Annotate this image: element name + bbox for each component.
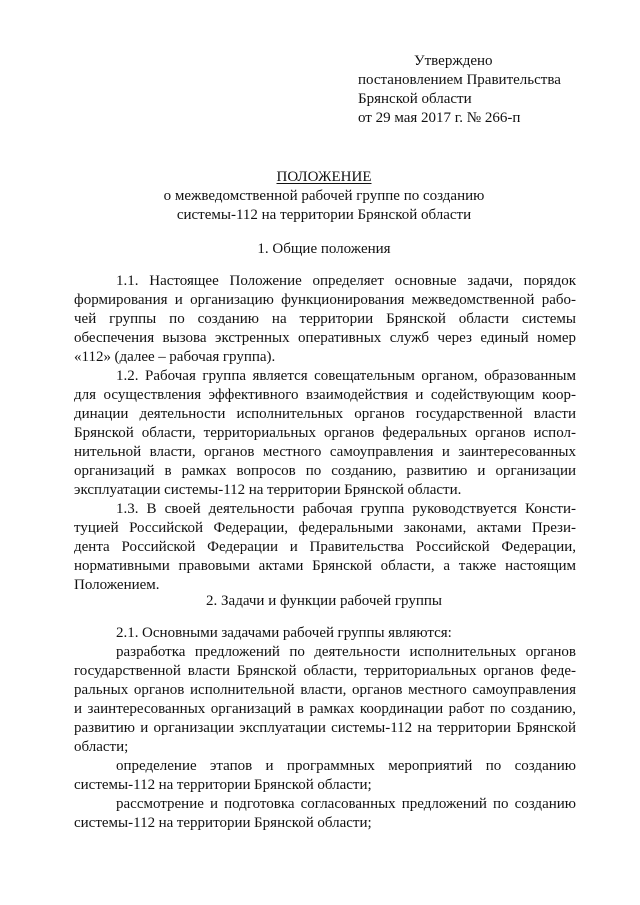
approval-date-number: от 29 мая 2017 г. № 266-п bbox=[358, 110, 521, 126]
task-item-3 bbox=[74, 795, 576, 833]
text-line: рассмотрение и подготовка согласованных предложений по созданию bbox=[116, 796, 576, 812]
text-line: «112» (далее – рабочая группа). bbox=[74, 349, 276, 365]
task-item-1 bbox=[74, 643, 576, 757]
paragraph-2-1 bbox=[74, 624, 576, 643]
text-line: 1.1. Настоящее Положение определяет основные задачи, порядок bbox=[116, 273, 576, 289]
text-line: динации деятельности исполнительных органов государственной власти bbox=[74, 406, 576, 422]
text-line: 1.3. В своей деятельности рабочая группа руководствуется Консти- bbox=[116, 501, 576, 517]
text-line: обеспечения вызова экстренных оперативных служб через единый номер bbox=[74, 330, 576, 346]
text-line: организаций в рамках вопросов по созданию, развитию и организации bbox=[74, 463, 576, 479]
text-line: формирования и организацию функционирования межведомственной рабо- bbox=[74, 292, 576, 308]
text-line: 1.2. Рабочая группа является совещательным органом, образованным bbox=[116, 368, 576, 384]
text-line: для осуществления эффективного взаимодействия и содействующим коор- bbox=[74, 387, 576, 403]
text-line: системы-112 на территории Брянской области; bbox=[74, 815, 372, 831]
title-subtitle: системы-112 на территории Брянской области bbox=[176, 207, 472, 223]
task-item-2 bbox=[74, 757, 576, 795]
text-line: разработка предложений по деятельности исполнительных органов bbox=[116, 644, 576, 660]
text-line: области; bbox=[74, 739, 129, 755]
text-line: государственной власти Брянской области, территориальных органов феде- bbox=[74, 663, 576, 679]
text-line: системы-112 на территории Брянской области; bbox=[74, 777, 372, 793]
text-line: дента Российской Федерации и Правительства Российской Федерации, bbox=[74, 539, 576, 555]
approval-stamp bbox=[358, 52, 608, 128]
approval-line: Брянской области bbox=[358, 91, 472, 107]
text-line: и заинтересованных организаций в рамках координации работ по созданию, bbox=[74, 701, 576, 717]
paragraph-1-2 bbox=[74, 367, 576, 500]
text-line: Брянской области, территориальных органов федеральных органов испол- bbox=[74, 425, 576, 441]
text-line: эксплуатации системы-112 на территории Брянской области. bbox=[74, 482, 462, 498]
text-line: 2.1. Основными задачами рабочей группы являются: bbox=[116, 625, 452, 641]
title-subtitle: о межведомственной рабочей группе по созданию bbox=[163, 188, 485, 204]
text-line: развитию и организации эксплуатации системы-112 на территории Брянской bbox=[74, 720, 576, 736]
approval-line: Утверждено bbox=[414, 53, 493, 69]
text-line: нительной власти, органов местного самоуправления и заинтересованных bbox=[74, 444, 576, 460]
section-heading: 1. Общие положения bbox=[257, 241, 391, 257]
text-line: чей группы по созданию на территории Брянской области системы bbox=[74, 311, 576, 327]
text-line: определение этапов и программных мероприятий по созданию bbox=[116, 758, 576, 774]
section-heading: 2. Задачи и функции рабочей группы bbox=[206, 593, 442, 609]
document-title bbox=[64, 168, 584, 225]
approval-line: постановлением Правительства bbox=[358, 72, 561, 88]
text-line: ральных органов исполнительной власти, органов местного самоуправления bbox=[74, 682, 576, 698]
paragraph-1-3 bbox=[74, 500, 576, 595]
text-line: Положением. bbox=[74, 577, 160, 593]
text-line: туцией Российской Федерации, федеральными законами, актами Прези- bbox=[74, 520, 576, 536]
paragraph-1-1 bbox=[74, 272, 576, 367]
title-main: ПОЛОЖЕНИЕ bbox=[276, 169, 372, 185]
text-line: нормативными правовыми актами Брянской области, а также настоящим bbox=[74, 558, 576, 574]
